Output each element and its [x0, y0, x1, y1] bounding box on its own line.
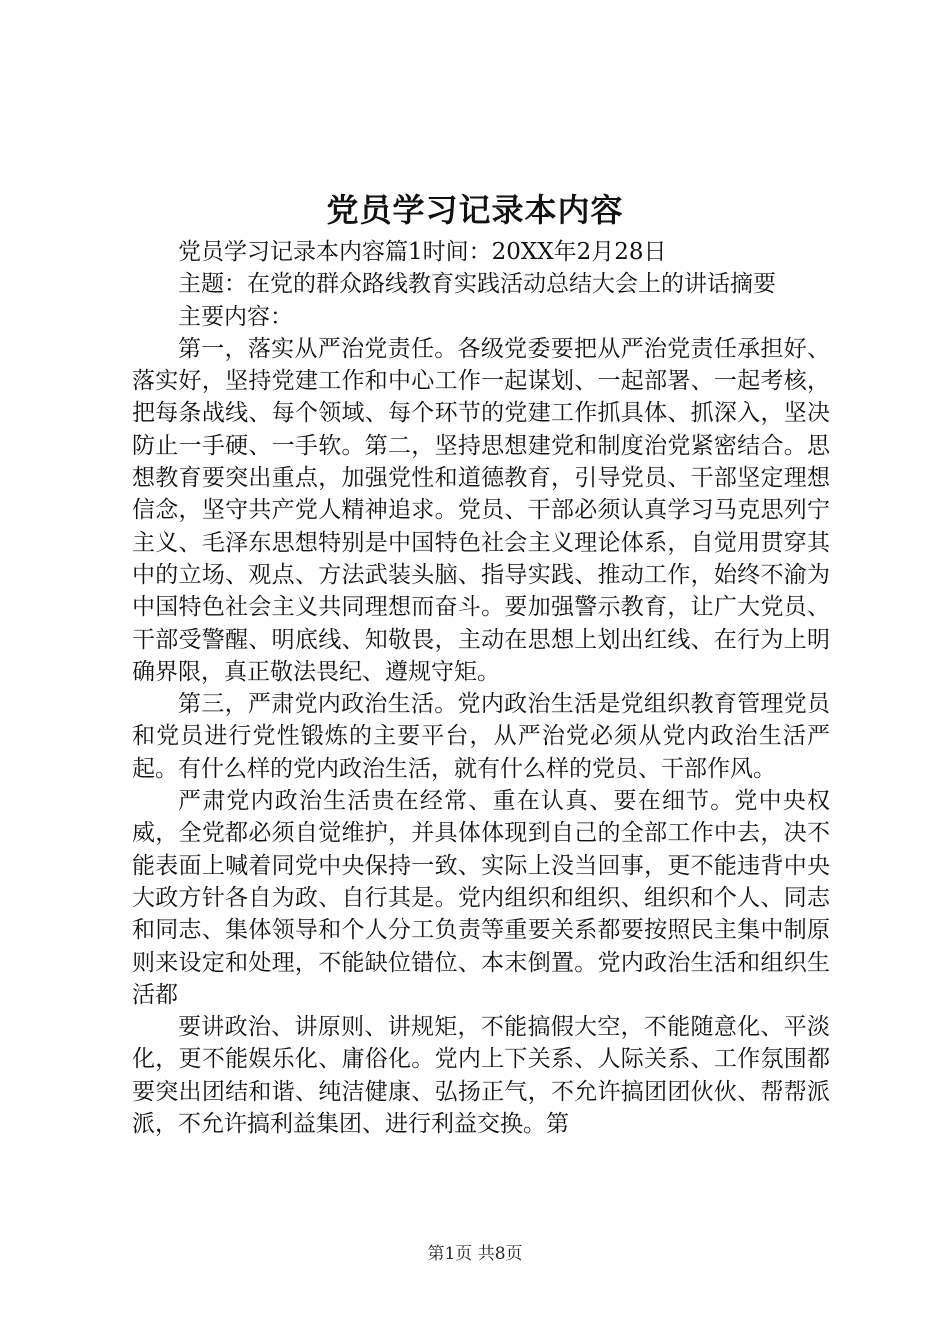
document-title: 党员学习记录本内容: [326, 191, 624, 229]
paragraph-principles: 要讲政治、讲原则、讲规矩，不能搞假大空，不能随意化、平淡化，更不能娱乐化、庸俗化。党内上下关系、人际关系、工作氛围都要突出团结和谐、纯洁健康、弘扬正气，不允许搞团团伙伙、帮帮派派，不允许搞利益集团、进行利益交换。第: [132, 1014, 830, 1138]
page-footer: 第1页 共8页: [427, 1244, 523, 1264]
paragraph-third-point: 第三，严肃党内政治生活。党内政治生活是党组织教育管理党员和党员进行党性锻炼的主要平台，从严治党必须从党内政治生活严起。有什么样的党内政治生活，就有什么样的党员、干部作风。: [132, 691, 830, 782]
paragraph-topic: 主题：在党的群众路线教育实践活动总结大会上的讲话摘要: [178, 271, 776, 298]
paragraph-political-life: 严肃党内政治生活贵在经常、重在认真、要在细节。党中央权威，全党都必须自觉维护，并具体体现到自己的全部工作中去，决不能表面上喊着同党中央保持一致、实际上没当回事，更不能违背中央大政方针各自为政、自行其是。党内组织和组织、组织和个人、同志和同志、集体领导和个人分工负责等重要关系都要按照民主集中制原则来设定和处理，不能缺位错位、本末倒置。党内政治生活和组织生活都: [132, 788, 830, 1008]
paragraph-main-content-label: 主要内容：: [178, 303, 293, 330]
document-body: [132, 236, 830, 1140]
paragraph-date: 党员学习记录本内容篇1时间：20XX年2月28日: [178, 239, 667, 265]
paragraph-first-second-points: 第一，落实从严治党责任。各级党委要把从严治党责任承担好、落实好，坚持党建工作和中心工作一起谋划、一起部署、一起考核，把每条战线、每个领域、每个环节的党建工作抓具体、抓深入，坚决防止一手硬、一手软。第二，坚持思想建党和制度治党紧密结合。思想教育要突出重点，加强党性和道德教育，引导党员、干部坚定理想信念，坚守共产党人精神追求。党员、干部必须认真学习马克思列宁主义、毛泽东思想特别是中国特色社会主义理论体系，自觉用贯穿其中的立场、观点、方法武装头脑、指导实践、推动工作，始终不渝为中国特色社会主义共同理想而奋斗。要加强警示教育，让广大党员、干部受警醒、明底线、知敬畏，主动在思想上划出红线、在行为上明确界限，真正敬法畏纪、遵规守矩。: [132, 335, 830, 685]
